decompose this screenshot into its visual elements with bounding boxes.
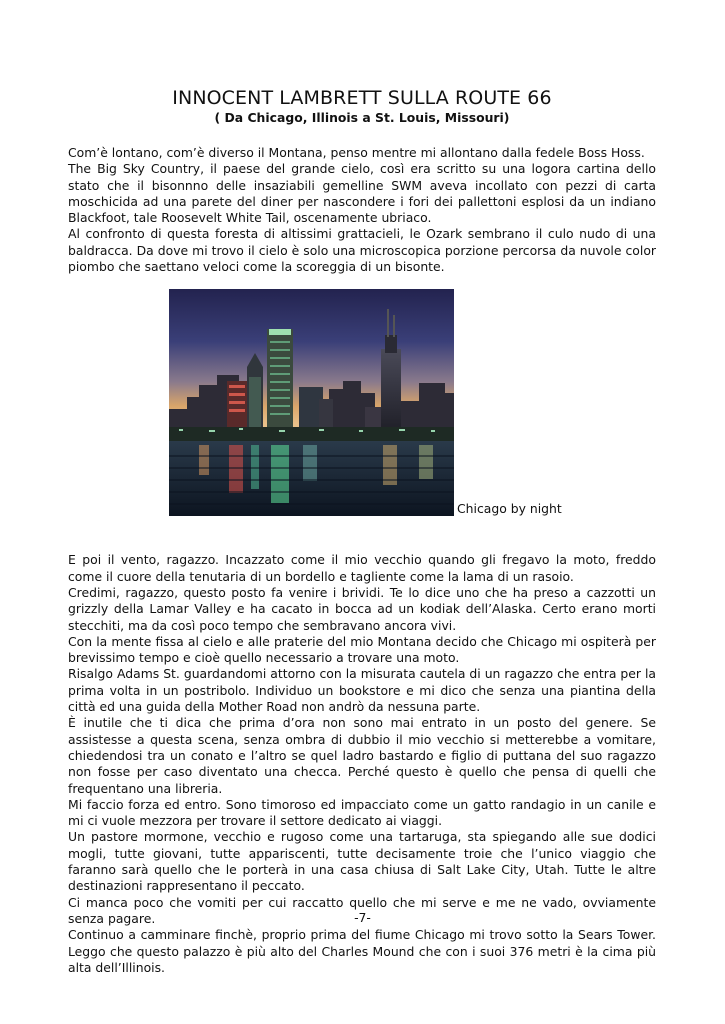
chapter-subtitle: ( Da Chicago, Illinois a St. Louis, Missouri) [214,110,510,125]
photo-figure [68,289,656,536]
paragraph: Ci manca poco che vomiti per cui raccatto quello che mi serve e me ne vado, ovviamente senza pagare. [68,894,656,926]
paragraph: Un pastore mormone, vecchio e rugoso come una tartaruga, sta spiegando alle sue dodici mogli, tutte giovani, tutte appariscenti, tutte decisamente troie che l’unico viaggio che faranno sarà quello che le porterà in una casa chiusa di Salt Lake City, Utah. Tutte le altre destinazioni rappresentano il peccato. [68,829,656,894]
paragraph: Al confronto di questa foresta di altissimi grattacieli, le Ozark sembrano il culo nudo di una baldracca. Da dove mi trovo il cielo è solo una microscopica porzione percorsa da nuvole color piombo che saettano veloci come la scoreggia di un bisonte. [68,226,656,275]
paragraph: Risalgo Adams St. guardandomi attorno con la misurata cautela di un ragazzo che entra per la prima volta in un postribolo. Individuo un bookstore e mi dico che senza una piantina della città ed una guida della Mother Road non andrò da nessuna parte. [68,666,656,715]
paragraph: Credimi, ragazzo, questo posto fa venire i brividi. Te lo dice uno che ha preso a cazzotti un grizzly della Lamar Valley e ha cacato in bocca ad un kodiak dell’Alaska. Certo erano morti stecchiti, ma da così poco tempo che sembravano ancora vivi. [68,584,656,633]
image-caption: Chicago by night [457,501,562,517]
document-page [68,86,656,976]
page-number: -7- [354,910,371,925]
paragraph: Com’è lontano, com’è diverso il Montana, penso mentre mi allontano dalla fedele Boss Hoss. [68,145,645,160]
paragraph: È inutile che ti dica che prima d’ora non sono mai entrato in un posto del genere. Se assistesse a questa scena, senza ombra di dubbio il mio vecchio si metterebbe a vomitare, chiedendosi tra un conato e l’altro se quel ladro bastardo e figlio di puttana del suo ragazzo non fosse per caso diventato una checca. Perché questo è quello che pensa di quelli che frequentano una libreria. [68,715,656,796]
paragraph: Mi faccio forza ed entro. Sono timoroso ed impacciato come un gatto randagio in un canile e mi ci vuole mezzora per trovare il settore dedicato ai viaggi. [68,796,656,829]
paragraph: E poi il vento, ragazzo. Incazzato come il mio vecchio quando gli fregavo la moto, freddo come il cuore della tenutaria di un bordello e tagliente come la lama di un rasoio. [68,552,656,584]
paragraph: The Big Sky Country, il paese del grande cielo, così era scritto su una logora cartina dello stato che il bisonnno delle insaziabili gemelline SWM aveva incollato con pezzi di carta moschicida ad una parete del diner per nascondere i fori dei pallettoni esplosi da un indiano Blackfoot, tale Roosevelt White Tail, oscenamente ubriaco. [68,161,656,226]
intro-text [68,145,656,275]
paragraph: Con la mente fissa al cielo e alle praterie del mio Montana decido che Chicago mi ospiterà per brevissimo tempo e cioè quello necessario a trovare una moto. [68,633,656,666]
chapter-title: INNOCENT LAMBRETT SULLA ROUTE 66 [172,87,552,109]
paragraph: Continuo a camminare finchè, proprio prima del fiume Chicago mi trovo sotto la Sears Tower. Leggo che questo palazzo è più alto del Charles Mound che con i suoi 376 metri è la cima più alta dell’Illinois. [68,927,656,975]
chicago-skyline-photo [169,289,454,516]
